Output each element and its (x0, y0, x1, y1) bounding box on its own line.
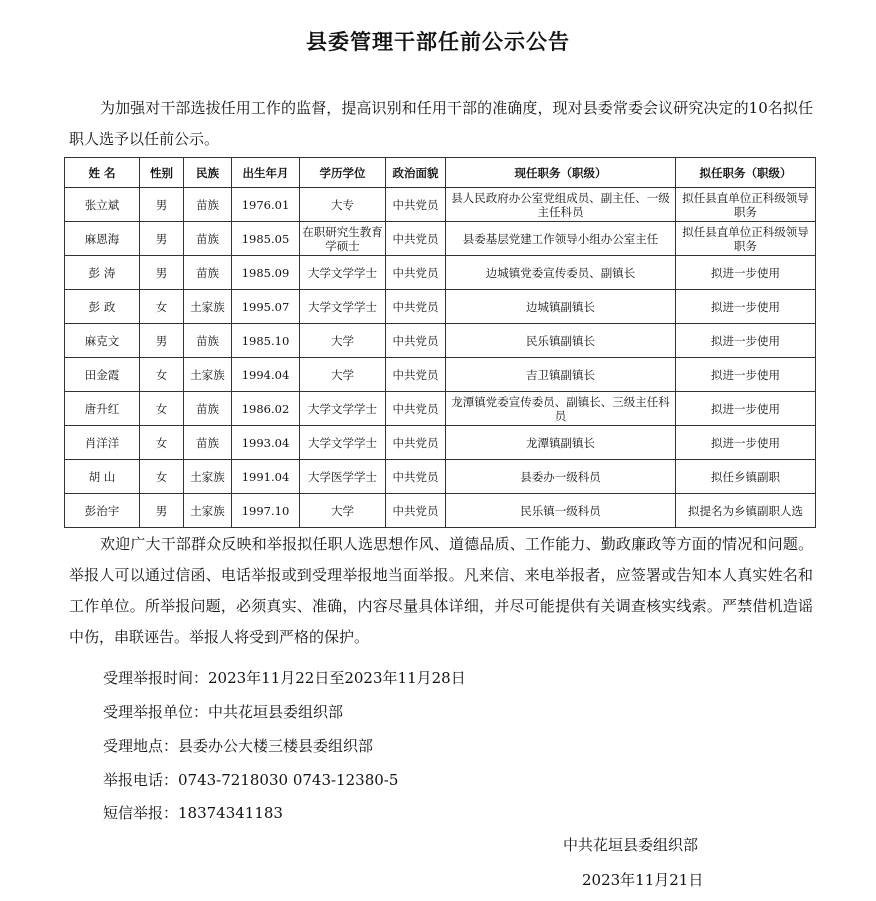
cell-proposed-position: 拟任乡镇副职 (676, 460, 816, 494)
cell-education: 大学 (300, 494, 386, 528)
cell-name: 彭 政 (65, 290, 140, 324)
signature-date: 2023年11月21日 (582, 871, 704, 889)
cell-proposed-position: 拟任县直单位正科级领导职务 (676, 222, 816, 256)
cell-gender: 男 (140, 188, 184, 222)
cell-proposed-position: 拟任县直单位正科级领导职务 (676, 188, 816, 222)
cell-birth: 1985.10 (232, 324, 300, 358)
cell-birth: 1993.04 (232, 426, 300, 460)
cell-political-status: 中共党员 (386, 426, 446, 460)
cell-gender: 女 (140, 426, 184, 460)
table-header-row (65, 158, 816, 188)
cell-political-status: 中共党员 (386, 358, 446, 392)
cell-gender: 女 (140, 392, 184, 426)
table-row (65, 324, 816, 358)
cell-proposed-position: 拟进一步使用 (676, 426, 816, 460)
cell-name: 彭 涛 (65, 256, 140, 290)
cell-current-position: 边城镇党委宣传委员、副镇长 (446, 256, 676, 290)
cell-current-position: 县委基层党建工作领导小组办公室主任 (446, 222, 676, 256)
cell-name: 田金霞 (65, 358, 140, 392)
cell-name: 麻恩海 (65, 222, 140, 256)
signature-org: 中共花垣县委组织部 (563, 836, 699, 854)
cell-education: 大学文学学士 (300, 392, 386, 426)
cell-political-status: 中共党员 (386, 290, 446, 324)
table-row (65, 290, 816, 324)
cell-gender: 男 (140, 222, 184, 256)
table-row (65, 188, 816, 222)
cell-current-position: 县人民政府办公室党组成员、副主任、一级主任科员 (446, 188, 676, 222)
table-row (65, 392, 816, 426)
cell-birth: 1994.04 (232, 358, 300, 392)
header-name: 姓 名 (65, 158, 140, 188)
cell-education: 大学 (300, 358, 386, 392)
header-ethnicity: 民族 (184, 158, 232, 188)
report-time: 受理举报时间：2023年11月22日至2023年11月28日 (103, 669, 466, 687)
header-current-position: 现任职务（职级） (446, 158, 676, 188)
cell-birth: 1985.09 (232, 256, 300, 290)
header-birth: 出生年月 (232, 158, 300, 188)
cell-ethnicity: 土家族 (184, 460, 232, 494)
intro-paragraph: 为加强对干部选拔任用工作的监督，提高识别和任用干部的准确度，现对县委常委会议研究决定的10名拟任职人选予以任前公示。 (69, 99, 813, 148)
cell-political-status: 中共党员 (386, 392, 446, 426)
report-phone: 举报电话：0743-7218030 0743-12380-5 (103, 771, 399, 789)
cell-name: 胡 山 (65, 460, 140, 494)
cell-ethnicity: 苗族 (184, 392, 232, 426)
cell-gender: 男 (140, 324, 184, 358)
cell-gender: 女 (140, 460, 184, 494)
document-title: 县委管理干部任前公示公告 (306, 30, 570, 54)
cell-name: 肖洋洋 (65, 426, 140, 460)
cell-education: 大学文学学士 (300, 426, 386, 460)
cell-current-position: 县委办一级科员 (446, 460, 676, 494)
cell-political-status: 中共党员 (386, 494, 446, 528)
cell-proposed-position: 拟进一步使用 (676, 358, 816, 392)
cell-birth: 1986.02 (232, 392, 300, 426)
cell-political-status: 中共党员 (386, 460, 446, 494)
cell-proposed-position: 拟进一步使用 (676, 256, 816, 290)
cell-political-status: 中共党员 (386, 324, 446, 358)
table-row (65, 256, 816, 290)
cell-current-position: 边城镇副镇长 (446, 290, 676, 324)
cell-education: 大学文学学士 (300, 290, 386, 324)
cell-ethnicity: 土家族 (184, 290, 232, 324)
cell-name: 张立斌 (65, 188, 140, 222)
cell-birth: 1985.05 (232, 222, 300, 256)
cell-education: 大学医学学士 (300, 460, 386, 494)
report-sms: 短信举报：18374341183 (103, 804, 283, 822)
report-unit: 受理举报单位：中共花垣县委组织部 (103, 703, 344, 721)
cell-education: 大学 (300, 324, 386, 358)
cell-name: 唐升红 (65, 392, 140, 426)
cell-birth: 1995.07 (232, 290, 300, 324)
cell-education: 在职研究生教育学硕士 (300, 222, 386, 256)
cell-name: 麻克文 (65, 324, 140, 358)
cell-political-status: 中共党员 (386, 222, 446, 256)
cell-ethnicity: 苗族 (184, 188, 232, 222)
header-political-status: 政治面貌 (386, 158, 446, 188)
report-place: 受理地点：县委办公大楼三楼县委组织部 (103, 737, 374, 755)
cell-ethnicity: 苗族 (184, 324, 232, 358)
cell-birth: 1991.04 (232, 460, 300, 494)
cell-name: 彭治宇 (65, 494, 140, 528)
header-proposed-position: 拟任职务（职级） (676, 158, 816, 188)
table-row (65, 494, 816, 528)
cell-birth: 1997.10 (232, 494, 300, 528)
table-row (65, 358, 816, 392)
cell-ethnicity: 苗族 (184, 222, 232, 256)
cell-political-status: 中共党员 (386, 256, 446, 290)
cell-political-status: 中共党员 (386, 188, 446, 222)
cell-current-position: 吉卫镇副镇长 (446, 358, 676, 392)
cell-ethnicity: 土家族 (184, 358, 232, 392)
table-row (65, 222, 816, 256)
cell-gender: 女 (140, 290, 184, 324)
cell-ethnicity: 苗族 (184, 426, 232, 460)
cell-gender: 男 (140, 256, 184, 290)
cell-education: 大学文学学士 (300, 256, 386, 290)
reporting-paragraph: 欢迎广大干部群众反映和举报拟任职人选思想作风、道德品质、工作能力、勤政廉政等方面的情况和问题。举报人可以通过信函、电话举报或到受理举报地当面举报。凡来信、来电举报者，应签署或告知本人真实姓名和工作单位。所举报问题，必须真实、准确，内容尽量具体详细，并尽可能提供有关调查核实线索。严禁借机造谣中伤，串联诬告。举报人将受到严格的保护。 (69, 535, 813, 646)
cell-proposed-position: 拟进一步使用 (676, 392, 816, 426)
cell-ethnicity: 苗族 (184, 256, 232, 290)
header-gender: 性别 (140, 158, 184, 188)
table-row (65, 426, 816, 460)
cell-gender: 男 (140, 494, 184, 528)
cell-current-position: 龙潭镇党委宣传委员、副镇长、三级主任科员 (446, 392, 676, 426)
cell-current-position: 民乐镇副镇长 (446, 324, 676, 358)
cell-gender: 女 (140, 358, 184, 392)
cell-proposed-position: 拟进一步使用 (676, 290, 816, 324)
cell-ethnicity: 土家族 (184, 494, 232, 528)
cell-education: 大专 (300, 188, 386, 222)
cell-proposed-position: 拟提名为乡镇副职人选 (676, 494, 816, 528)
table-row (65, 460, 816, 494)
cell-birth: 1976.01 (232, 188, 300, 222)
candidates-table (64, 157, 816, 528)
cell-current-position: 龙潭镇副镇长 (446, 426, 676, 460)
cell-current-position: 民乐镇一级科员 (446, 494, 676, 528)
cell-proposed-position: 拟进一步使用 (676, 324, 816, 358)
header-education: 学历学位 (300, 158, 386, 188)
